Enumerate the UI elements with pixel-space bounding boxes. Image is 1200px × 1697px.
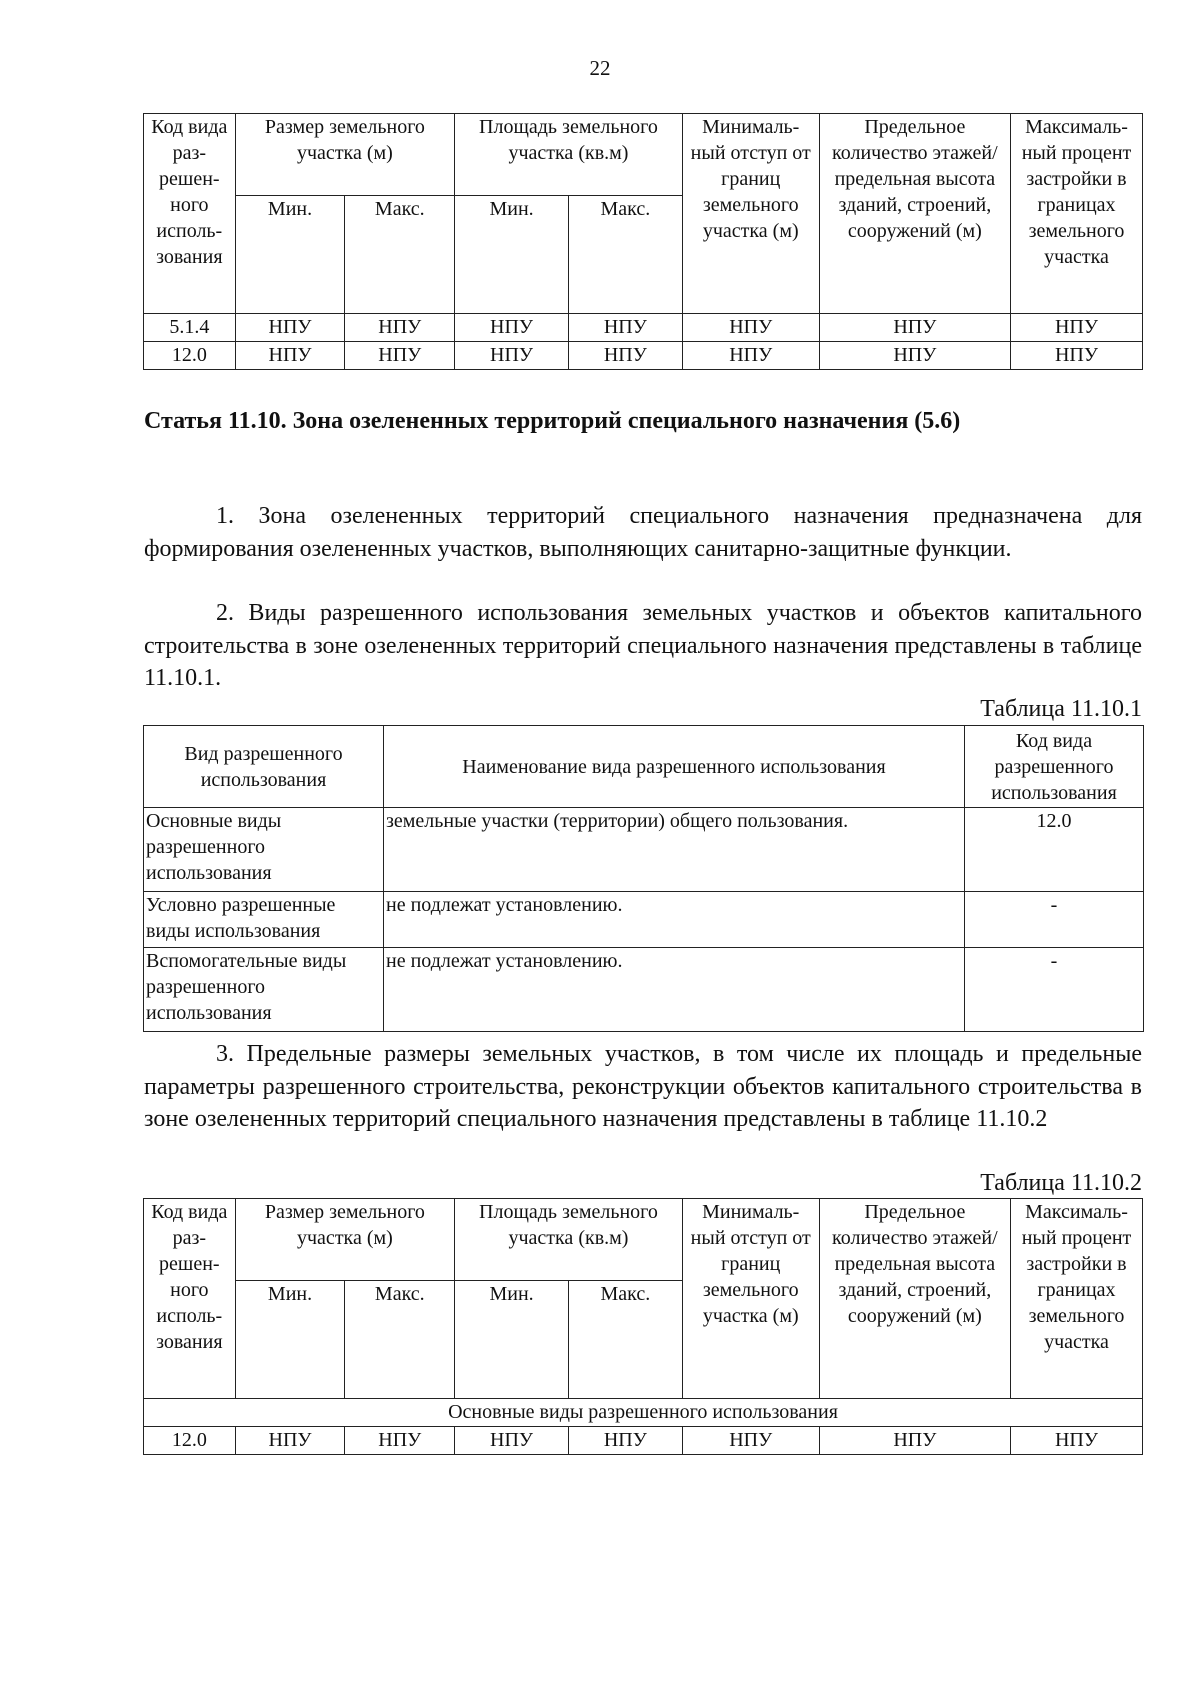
header-max-floors: Предельное количество этажей/ предельная высота зданий, строений, сооружений (м) (819, 1199, 1010, 1399)
table-cell: НПУ (235, 342, 345, 370)
table-cell: НПУ (1011, 1427, 1143, 1455)
header-area-max: Макс. (568, 1281, 682, 1399)
header-size-max: Макс. (345, 196, 455, 314)
header-max-coverage: Максималь-ный процент застройки в границах земельного участка (1011, 1199, 1143, 1399)
table-cell: 5.1.4 (144, 314, 236, 342)
table-cell: НПУ (235, 314, 345, 342)
table-cell: земельные участки (территории) общего пользования. (384, 808, 965, 892)
params-table-2 (143, 1198, 1143, 1455)
table-cell: 12.0 (144, 1427, 236, 1455)
table-2-caption: Таблица 11.10.2 (980, 1170, 1142, 1196)
table-1-caption: Таблица 11.10.1 (980, 696, 1142, 722)
paragraph-3: 3. Предельные размеры земельных участков, в том числе их площадь и предельные параметры разрешенного строительства, реконструкции объектов капитального строительства в зоне озелененных территорий специального назначения представлены в таблице 11.10.2 (144, 1041, 1142, 1132)
header-use-name: Наименование вида разрешенного использования (384, 726, 965, 808)
table-cell: НПУ (455, 314, 569, 342)
table-cell: НПУ (568, 342, 682, 370)
header-min-setback: Минималь-ный отступ от границ земельного участка (м) (682, 114, 819, 314)
table-cell: Основные виды разрешенного использования (144, 808, 384, 892)
table-cell: НПУ (819, 314, 1010, 342)
page-number: 22 (589, 56, 611, 80)
table-cell: не подлежат установлению. (384, 948, 965, 1032)
table-cell: НПУ (682, 342, 819, 370)
paragraph-2: 2. Виды разрешенного использования земельных участков и объектов капитального строительства в зоне озелененных территорий специального назначения представлены в таблице 11.10.1. (144, 600, 1142, 691)
table-cell: НПУ (682, 1427, 819, 1455)
table-row (144, 948, 1144, 1032)
table-cell: НПУ (455, 342, 569, 370)
header-area-max: Макс. (568, 196, 682, 314)
header-min-setback: Минималь-ный отступ от границ земельного участка (м) (682, 1199, 819, 1399)
table-cell: 12.0 (144, 342, 236, 370)
header-area-min: Мин. (455, 1281, 569, 1399)
section-row-basic-uses: Основные виды разрешенного использования (144, 1399, 1143, 1427)
table-cell: - (965, 948, 1144, 1032)
header-plot-size: Размер земельного участка (м) (235, 114, 455, 196)
table-cell: НПУ (568, 1427, 682, 1455)
header-size-min: Мин. (235, 196, 345, 314)
table-cell: НПУ (345, 314, 455, 342)
table-cell: Условно разрешенные виды использования (144, 892, 384, 948)
header-max-floors: Предельное количество этажей/ предельная высота зданий, строений, сооружений (м) (819, 114, 1010, 314)
table-cell: НПУ (345, 1427, 455, 1455)
header-use-code: Код вида разрешенного использования (965, 726, 1144, 808)
params-table-top (143, 113, 1143, 370)
table-row (144, 342, 1143, 370)
table-cell: НПУ (345, 342, 455, 370)
table-cell: НПУ (819, 1427, 1010, 1455)
land-use-table (143, 725, 1144, 1032)
header-size-min: Мин. (235, 1281, 345, 1399)
table-row (144, 808, 1144, 892)
table-cell: НПУ (682, 314, 819, 342)
table-cell: НПУ (1011, 314, 1143, 342)
table-cell: - (965, 892, 1144, 948)
table-cell: НПУ (455, 1427, 569, 1455)
table-cell: не подлежат установлению. (384, 892, 965, 948)
table-cell: НПУ (819, 342, 1010, 370)
table-row (144, 1427, 1143, 1455)
header-plot-area: Площадь земельного участка (кв.м) (455, 114, 683, 196)
table-cell: НПУ (1011, 342, 1143, 370)
paragraph-1: 1. Зона озелененных территорий специального назначения предназначена для формирования озелененных участков, выполняющих санитарно-защитные функции. (144, 503, 1142, 562)
table-row (144, 314, 1143, 342)
header-plot-area: Площадь земельного участка (кв.м) (455, 1199, 683, 1281)
header-plot-size: Размер земельного участка (м) (235, 1199, 455, 1281)
header-area-min: Мин. (455, 196, 569, 314)
article-title: Статья 11.10. Зона озелененных территорий специального назначения (5.6) (144, 408, 961, 434)
table-cell: 12.0 (965, 808, 1144, 892)
header-size-max: Макс. (345, 1281, 455, 1399)
header-code: Код вида раз-решен-ного исполь-зования (144, 114, 236, 314)
header-code: Код вида раз-решен-ного исполь-зования (144, 1199, 236, 1399)
table-cell: Вспомогательные виды разрешенного использования (144, 948, 384, 1032)
header-use-type: Вид разрешенного использования (144, 726, 384, 808)
header-max-coverage: Максималь-ный процент застройки в границах земельного участка (1011, 114, 1143, 314)
table-cell: НПУ (235, 1427, 345, 1455)
table-row (144, 892, 1144, 948)
table-cell: НПУ (568, 314, 682, 342)
